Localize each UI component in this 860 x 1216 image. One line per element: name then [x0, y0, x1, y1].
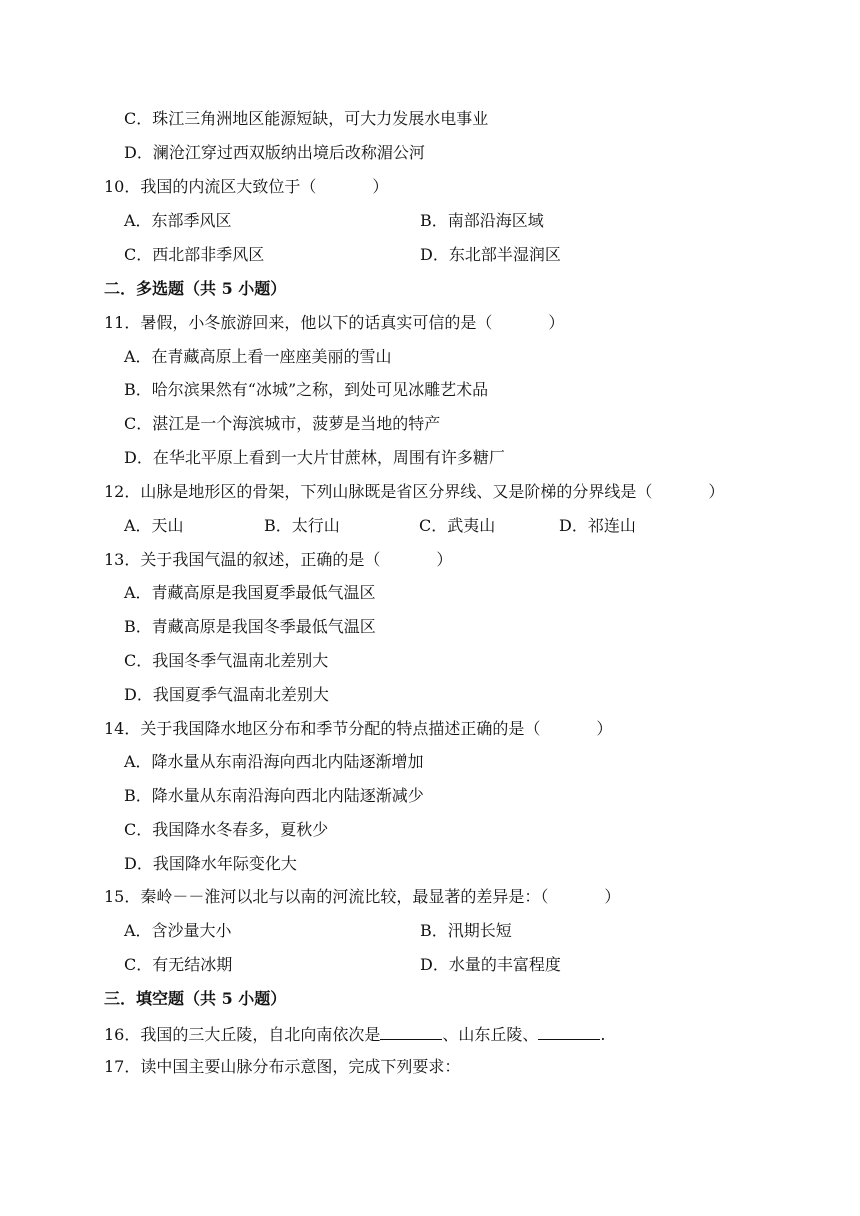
- q10-option-c: C．西北部非季风区: [124, 245, 265, 264]
- q14-stem: [104, 718, 612, 740]
- q12-stem-text: 12．山脉是地形区的骨架，下列山脉既是省区分界线、又是阶梯的分界线是（: [104, 482, 653, 501]
- q15-option-d: D．水量的丰富程度: [420, 955, 561, 974]
- q16-text-2: 、山东丘陵、: [442, 1025, 539, 1044]
- q14-stem-text: 14．关于我国降水地区分布和季节分配的特点描述正确的是（: [104, 719, 541, 738]
- q12-option-a: A．天山: [124, 516, 184, 535]
- q15-stem-text: 15．秦岭－－淮河以北与以南的河流比较，最显著的差异是：（: [104, 887, 549, 906]
- q15-option-b: B．汛期长短: [420, 921, 512, 940]
- q13-stem-text: 13．关于我国气温的叙述，正确的是（: [104, 550, 381, 569]
- q12-options: [124, 515, 699, 537]
- q15-paren-close: ）: [604, 887, 621, 906]
- q13-paren-close: ）: [436, 550, 453, 569]
- q11-paren-close: ）: [548, 313, 565, 332]
- q11-stem-text: 11．暑假，小冬旅游回来，他以下的话真实可信的是（: [104, 313, 493, 332]
- q17-stem: 17．读中国主要山脉分布示意图，完成下列要求：: [104, 1057, 461, 1076]
- q15-option-c: C．有无结冰期: [124, 955, 233, 974]
- q13-option-d: D．我国夏季气温南北差别大: [124, 685, 329, 704]
- q12-option-d: D．祁连山: [559, 516, 636, 535]
- q16-stem: [104, 1022, 605, 1044]
- answer-blank-2[interactable]: [538, 1022, 600, 1040]
- q10-option-a: A．东部季风区: [124, 211, 232, 230]
- q12-paren-close: ）: [708, 482, 725, 501]
- q10-stem-text: 10．我国的内流区大致位于（: [104, 177, 317, 196]
- q10-stem: [104, 176, 388, 198]
- q10-option-b: B．南部沿海区域: [420, 211, 544, 230]
- q13-stem: [104, 549, 452, 571]
- q15-option-a: A．含沙量大小: [124, 921, 232, 940]
- q11-option-b: B．哈尔滨果然有“冰城”之称，到处可见冰雕艺术品: [124, 380, 489, 399]
- q13-option-a: A．青藏高原是我国夏季最低气温区: [124, 583, 376, 602]
- q12-stem: [104, 481, 724, 503]
- q9-option-d: D．澜沧江穿过西双版纳出境后改称湄公河: [124, 143, 425, 162]
- q14-option-d: D．我国降水年际变化大: [124, 854, 297, 873]
- q11-stem: [104, 312, 564, 334]
- q10-option-d: D．东北部半湿润区: [420, 245, 561, 264]
- q14-option-b: B．降水量从东南沿海向西北内陆逐渐减少: [124, 786, 424, 805]
- q14-option-c: C．我国降水冬春多，夏秋少: [124, 820, 329, 839]
- q16-text-3: .: [600, 1025, 606, 1044]
- q13-option-b: B．青藏高原是我国冬季最低气温区: [124, 617, 376, 636]
- q11-option-c: C．湛江是一个海滨城市，菠萝是当地的特产: [124, 414, 441, 433]
- q16-text-1: 16．我国的三大丘陵，自北向南依次是: [104, 1025, 381, 1044]
- q14-paren-close: ）: [596, 719, 613, 738]
- q11-option-d: D．在华北平原上看到一大片甘蔗林，周围有许多糖厂: [124, 448, 505, 467]
- q10-paren-close: ）: [372, 177, 389, 196]
- q12-option-c: C．武夷山: [419, 516, 496, 535]
- answer-blank-1[interactable]: [380, 1022, 442, 1040]
- q12-option-b: B．太行山: [264, 516, 340, 535]
- q13-option-c: C．我国冬季气温南北差别大: [124, 651, 329, 670]
- section-title-multiple-choice: 二．多选题（共 5 小题）: [104, 279, 287, 298]
- q15-stem: [104, 886, 620, 908]
- q11-option-a: A．在青藏高原上看一座座美丽的雪山: [124, 347, 392, 366]
- q9-option-c: C．珠江三角洲地区能源短缺，可大力发展水电事业: [124, 109, 489, 128]
- q14-option-a: A．降水量从东南沿海向西北内陆逐渐增加: [124, 752, 424, 771]
- section-title-fill-in: 三．填空题（共 5 小题）: [104, 989, 287, 1008]
